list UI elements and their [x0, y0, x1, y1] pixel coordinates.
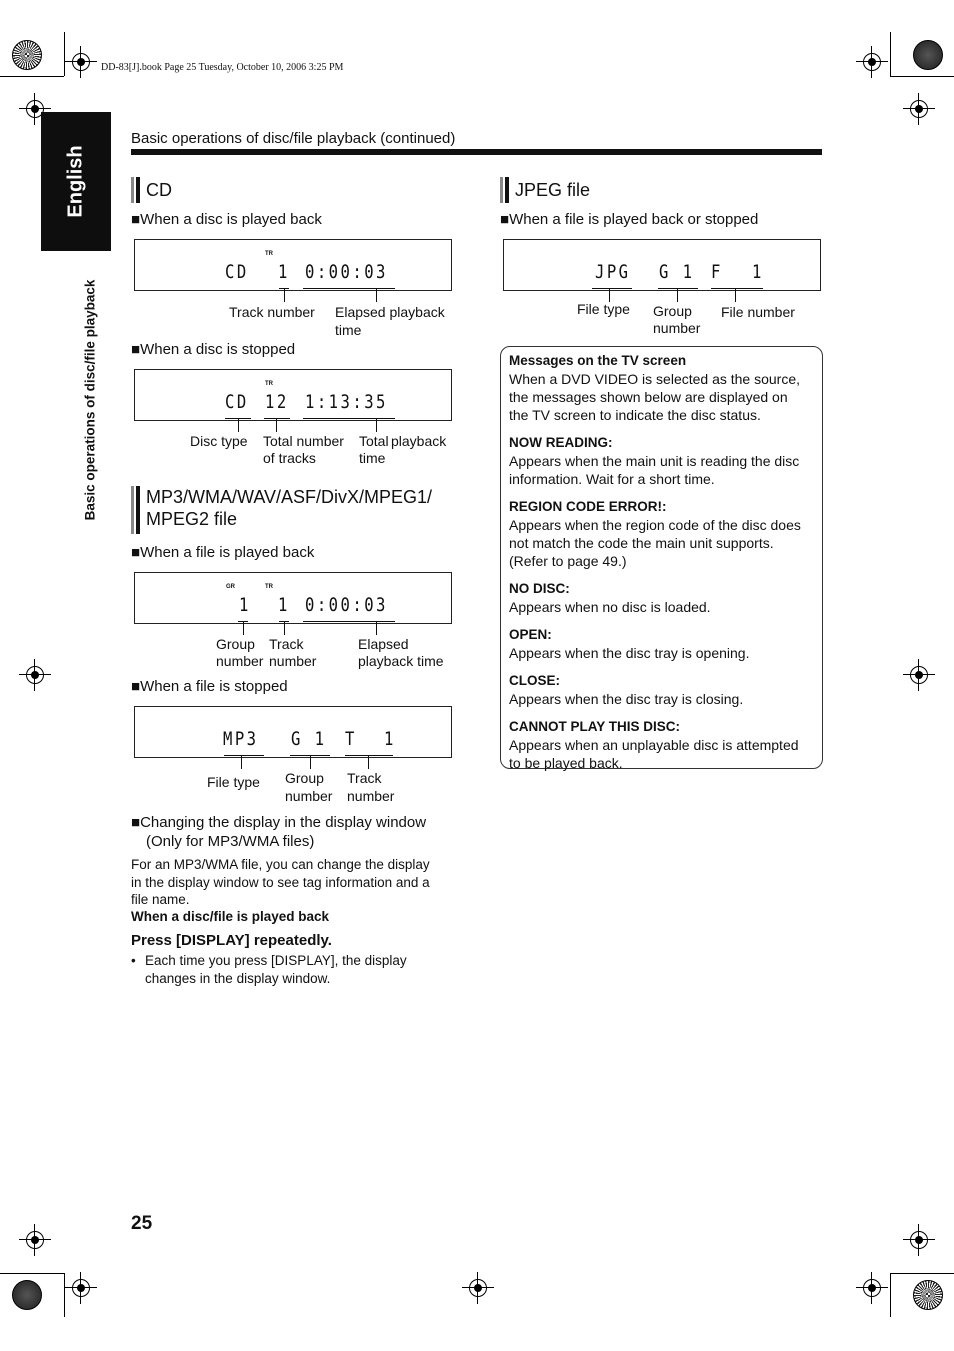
display-readout: 1	[384, 728, 396, 750]
cd-title: CD	[146, 180, 172, 200]
message-item: CLOSE: Appears when the disc tray is closing.	[509, 673, 744, 707]
registration-mark	[469, 1279, 487, 1297]
messages-box	[500, 346, 823, 769]
messages-title: Messages on the TV screen	[509, 353, 687, 368]
display-readout: 0:00:03	[305, 594, 388, 616]
display-readout: 1	[278, 261, 290, 283]
cd-playing-heading: ■When a disc is played back	[131, 211, 322, 228]
registration-mark	[910, 1231, 928, 1249]
callout-line	[677, 288, 678, 302]
display-readout: G 1	[659, 261, 695, 283]
label-group: Group	[653, 303, 692, 319]
mp3-title-line2: MPEG2 file	[146, 509, 238, 529]
callout-bracket	[303, 288, 395, 289]
condition-label: When a disc/file is played back	[131, 909, 330, 924]
display-readout: 1	[239, 594, 251, 616]
message-name: CLOSE:	[509, 673, 561, 688]
display-readout: 1	[278, 594, 290, 616]
display-readout: 12	[265, 391, 289, 413]
label-file-type: File type	[577, 301, 630, 317]
callout-bracket	[711, 288, 763, 289]
registration-mark	[910, 100, 928, 118]
cd-stopped-display	[134, 369, 452, 421]
message-name: REGION CODE ERROR!:	[509, 499, 667, 514]
crop-line	[890, 1273, 891, 1317]
mp3-playing-heading: ■When a file is played back	[131, 544, 315, 561]
tr-indicator: TR	[265, 584, 273, 590]
label-track-number: number	[269, 653, 317, 669]
page-number: 25	[131, 1213, 153, 1234]
registration-mark	[26, 666, 44, 684]
label-elapsed-cont: time	[335, 322, 362, 338]
crop-line	[890, 1273, 954, 1274]
display-readout: T	[345, 728, 357, 750]
callout-line	[735, 288, 736, 302]
display-readout: 1	[752, 261, 764, 283]
section-marker-icon	[500, 177, 509, 203]
label-file-number: File number	[721, 304, 795, 320]
callout-bracket	[303, 621, 395, 622]
tr-indicator: TR	[265, 251, 273, 257]
display-readout: 0:00:03	[305, 261, 388, 283]
callout-line	[284, 621, 285, 635]
callout-line	[376, 418, 377, 432]
message-item: NO DISC: Appears when no disc is loaded.	[509, 581, 711, 615]
jpeg-section-title	[500, 176, 590, 203]
jpeg-display	[503, 239, 821, 291]
jpeg-heading: ■When a file is played back or stopped	[500, 211, 759, 228]
section-marker-icon	[131, 177, 140, 203]
square-bullet-icon: ■	[131, 678, 141, 695]
mp3-stopped-heading: ■When a file is stopped	[131, 678, 288, 695]
display-readout: MP3	[223, 728, 259, 750]
display-readout: CD	[225, 261, 249, 283]
square-bullet-icon: ■	[131, 341, 141, 358]
registration-mark	[863, 1279, 881, 1297]
crop-line	[0, 1273, 64, 1274]
messages-intro: When a DVD VIDEO is selected as the source, the messages shown below are displayed on the TV screen to indicate the disc status.	[509, 371, 801, 423]
label-group: Group	[285, 770, 324, 786]
square-bullet-icon: ■	[131, 814, 141, 831]
message-item: OPEN: Appears when the disc tray is opening.	[509, 627, 750, 661]
section-marker-icon	[131, 486, 140, 534]
section-side-label: Basic operations of disc/file playback	[82, 279, 98, 521]
step-bullet: • Each time you press [DISPLAY], the display changes in the display window.	[131, 953, 407, 986]
display-readout: CD	[225, 391, 249, 413]
crop-line	[890, 76, 954, 77]
registration-mark	[26, 1231, 44, 1249]
language-label: English	[64, 145, 87, 218]
registration-mark	[910, 666, 928, 684]
callout-bracket	[224, 755, 264, 756]
jpeg-title: JPEG file	[515, 180, 591, 200]
callout-line	[241, 755, 242, 769]
square-bullet-icon: ■	[131, 211, 141, 228]
label-track: Track	[269, 636, 304, 652]
callout-line	[310, 755, 311, 769]
registration-star-mark	[913, 40, 943, 70]
label-elapsed: Elapsed	[358, 636, 409, 652]
callout-line	[609, 288, 610, 302]
tr-indicator: TR	[265, 381, 273, 387]
label-group: Group	[216, 636, 255, 652]
message-name: NOW READING:	[509, 435, 613, 450]
registration-mark	[72, 1279, 90, 1297]
crop-line	[64, 1273, 65, 1317]
callout-bracket	[264, 418, 290, 419]
display-readout: F	[711, 261, 723, 283]
callout-line	[238, 418, 239, 432]
registration-mark	[72, 53, 90, 71]
mp3-playing-display	[134, 572, 452, 624]
callout-line	[368, 755, 369, 769]
running-title: Basic operations of disc/file playback (continued)	[131, 130, 456, 147]
mp3-title-line1: MP3/WMA/WAV/ASF/DivX/MPEG1/	[146, 487, 433, 507]
callout-bracket	[658, 288, 698, 289]
label-group-number: number	[216, 653, 264, 669]
crop-line	[64, 32, 65, 76]
callout-bracket	[345, 755, 393, 756]
header-rule	[131, 149, 822, 155]
cd-section-title	[131, 176, 172, 203]
label-playback: playback	[391, 433, 447, 449]
display-readout: JPG	[595, 261, 631, 283]
label-group-number: number	[653, 320, 701, 336]
registration-star-mark	[12, 40, 42, 70]
display-readout: 1:13:35	[305, 391, 388, 413]
message-item: CANNOT PLAY THIS DISC: Appears when an unplayable disc is attempted to be played back.	[509, 719, 799, 771]
message-item: NOW READING: Appears when the main unit is reading the disc information. Wait for a short time.	[509, 435, 800, 487]
label-time: time	[359, 450, 386, 466]
step-instruction: Press [DISPLAY] repeatedly.	[131, 932, 332, 949]
message-name: CANNOT PLAY THIS DISC:	[509, 719, 681, 734]
message-name: OPEN:	[509, 627, 552, 642]
callout-bracket	[303, 418, 395, 419]
label-track-number: Track number	[229, 304, 315, 320]
changing-display-heading: ■Changing the display in the display window (Only for MP3/WMA files)	[131, 814, 427, 850]
label-group-number: number	[285, 788, 333, 804]
label-disc-type: Disc type	[190, 433, 248, 449]
label-total: Total	[359, 433, 389, 449]
callout-line	[284, 288, 285, 302]
callout-line	[376, 288, 377, 302]
crop-line	[0, 76, 64, 77]
callout-line	[376, 621, 377, 635]
label-file-type: File type	[207, 774, 260, 790]
callout-line	[243, 621, 244, 635]
message-item: REGION CODE ERROR!: Appears when the region code of the disc does not match the code the main unit supports. (Refer to page 49.)	[509, 499, 801, 569]
label-track-number: number	[347, 788, 395, 804]
mp3-section-title	[131, 485, 432, 534]
cd-playing-display	[134, 239, 452, 291]
square-bullet-icon: ■	[500, 211, 510, 228]
display-readout: G 1	[291, 728, 327, 750]
book-info: DD-83[J].book Page 25 Tuesday, October 10, 2006 3:25 PM	[101, 62, 344, 73]
callout-line	[276, 418, 277, 432]
label-playback-time: playback time	[358, 653, 444, 669]
label-elapsed: Elapsed playback	[335, 304, 445, 320]
mp3-stopped-display	[134, 706, 452, 758]
label-total-number: Total number	[263, 433, 344, 449]
registration-star-mark	[913, 1280, 943, 1310]
language-tab	[41, 112, 111, 251]
message-name: NO DISC:	[509, 581, 570, 596]
gr-indicator: GR	[226, 584, 235, 590]
callout-bracket	[592, 288, 632, 289]
changing-display-body: For an MP3/WMA file, you can change the display in the display window to see tag information and a file name.	[131, 857, 430, 907]
registration-mark	[863, 53, 881, 71]
registration-star-mark	[12, 1280, 42, 1310]
cd-stopped-heading: ■When a disc is stopped	[131, 341, 296, 358]
label-track: Track	[347, 770, 382, 786]
square-bullet-icon: ■	[131, 544, 141, 561]
crop-line	[890, 32, 891, 76]
label-of-tracks: of tracks	[263, 450, 316, 466]
